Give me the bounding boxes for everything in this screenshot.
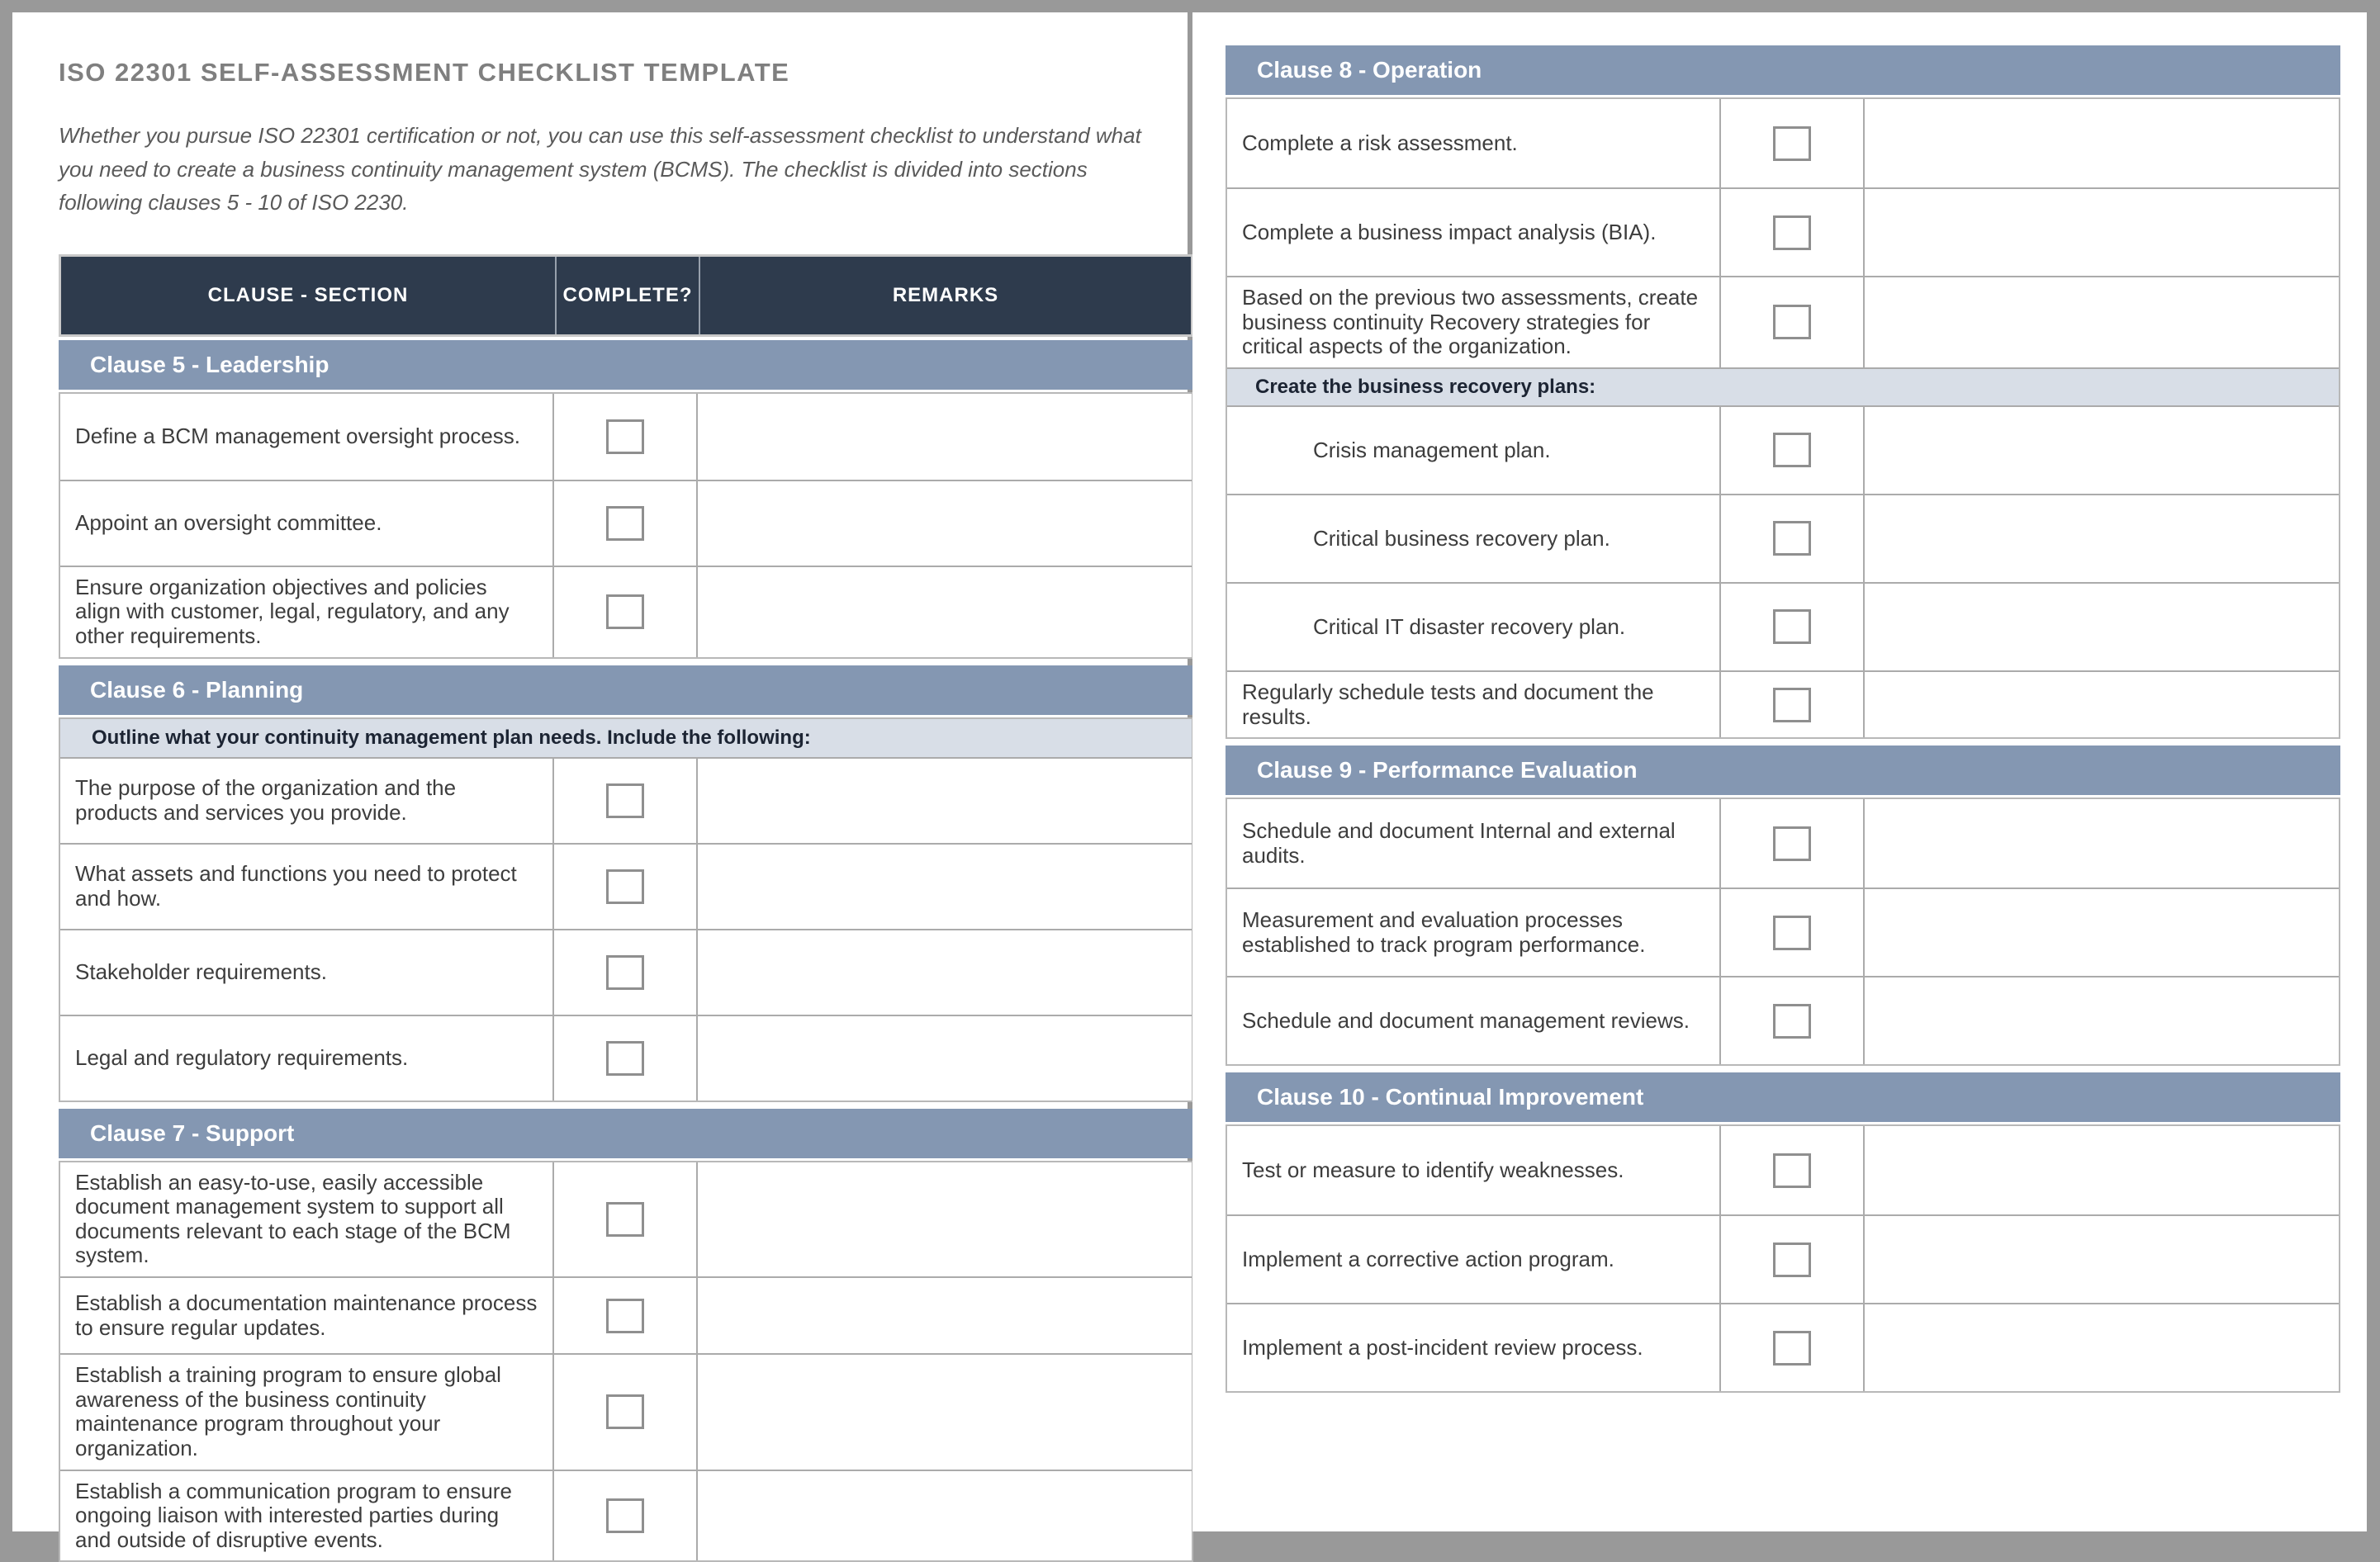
remarks-cell[interactable] [1865,977,2339,1064]
table-row [60,843,1192,929]
checkbox[interactable] [606,594,644,629]
checkbox[interactable] [606,506,644,541]
row-label: Implement a corrective action program. [1242,1246,1614,1271]
checkbox[interactable] [606,955,644,990]
clause-cell [60,1471,554,1561]
row-label: The purpose of the organization and the products and services you provide. [75,774,457,825]
checkbox[interactable] [1773,215,1811,250]
clause-cell [60,759,554,843]
table-row [1227,276,2339,367]
remarks-cell[interactable] [1865,1216,2339,1303]
remarks-cell[interactable] [1865,189,2339,276]
remarks-cell[interactable] [1865,1126,2339,1214]
section-rows [59,717,1193,1102]
complete-cell [1721,1216,1865,1303]
complete-cell [1721,1304,1865,1391]
remarks-cell[interactable] [1865,799,2339,888]
complete-cell [1721,672,1865,737]
table-row [60,1470,1192,1561]
section-clause-6 [59,665,1193,1102]
table-row [60,1276,1192,1353]
table-row [1227,976,2339,1064]
section-rows [1226,798,2340,1066]
clause-cell [60,481,554,566]
row-label: Critical business recovery plan. [1313,525,1610,551]
checkbox[interactable] [1773,916,1811,950]
page-title: ISO 22301 SELF-ASSESSMENT CHECKLIST TEMPLATE [59,58,790,87]
clause-cell [1227,189,1721,276]
row-label: Complete a business impact analysis (BIA). [1242,219,1657,244]
clause-cell [1227,889,1721,976]
row-label: Crisis management plan. [1313,437,1551,462]
table-row [1227,1303,2339,1391]
row-label: Stakeholder requirements. [75,958,327,984]
subsection-header: Outline what your continuity management plan needs. Include the following: [60,719,1192,757]
complete-cell [1721,277,1865,367]
remarks-cell[interactable] [1865,584,2339,670]
table-row [1227,582,2339,670]
clause-cell [1227,1126,1721,1214]
remarks-cell[interactable] [698,1471,1192,1561]
row-label: Complete a risk assessment. [1242,130,1518,155]
section-header-clause-5: Clause 5 - Leadership [59,340,1193,390]
checkbox[interactable] [606,1394,644,1429]
remarks-cell[interactable] [1865,99,2339,187]
table-row [60,394,1192,480]
clause-cell [1227,1216,1721,1303]
checkbox[interactable] [1773,305,1811,339]
row-label: Measurement and evaluation processes established to track program performance. [1242,907,1646,957]
row-label: Schedule and document management reviews. [1242,1007,1690,1033]
complete-cell [1721,1126,1865,1214]
complete-cell [554,567,698,657]
table-row [60,566,1192,657]
section-clause-8 [1226,45,2340,739]
complete-cell [1721,99,1865,187]
remarks-cell[interactable] [1865,1304,2339,1391]
row-label: Establish a training program to ensure global awareness of the business continuity maintenance program throughout your organization. [75,1362,501,1460]
row-label: Implement a post-incident review process. [1242,1334,1643,1360]
section-header-clause-8: Clause 8 - Operation [1226,45,2340,95]
complete-cell [1721,889,1865,976]
complete-cell [1721,189,1865,276]
subsection-header: Create the business recovery plans: [1227,367,2339,405]
clause-cell [60,567,554,657]
checkbox[interactable] [1773,1242,1811,1277]
checkbox[interactable] [1773,1004,1811,1039]
complete-cell [1721,584,1865,670]
checkbox[interactable] [1773,1153,1811,1188]
table-row [60,1015,1192,1100]
table-row [60,929,1192,1015]
row-label: Critical IT disaster recovery plan. [1313,613,1626,639]
clause-cell [60,1016,554,1100]
row-label: Ensure organization objectives and policies align with customer, legal, regulatory, and any other requirements. [75,574,510,648]
checkbox[interactable] [606,419,644,454]
complete-cell [554,1278,698,1353]
section-header-clause-6: Clause 6 - Planning [59,665,1193,715]
table-row [1227,888,2339,976]
row-label: What assets and functions you need to protect and how. [75,860,517,911]
remarks-cell[interactable] [698,1355,1192,1470]
section-header-clause-9: Clause 9 - Performance Evaluation [1226,746,2340,795]
row-label: Regularly schedule tests and document the results. [1242,679,1654,729]
table-row [1227,1214,2339,1303]
complete-cell [554,1355,698,1470]
row-label: Legal and regulatory requirements. [75,1044,409,1070]
clause-cell [1227,495,1721,582]
section-clause-7 [59,1109,1193,1562]
clause-cell [1227,99,1721,187]
section-rows [59,392,1193,659]
clause-cell [1227,584,1721,670]
row-label: Establish an easy-to-use, easily accessible document management system to support all documents relevant to each stage of the BCM system. [75,1169,511,1268]
page-right [1192,12,2367,1531]
section-rows [59,1161,1193,1562]
row-label: Test or measure to identify weaknesses. [1242,1157,1624,1182]
table-row [60,1162,1192,1277]
clause-cell [60,930,554,1015]
remarks-cell[interactable] [698,845,1192,929]
remarks-cell[interactable] [698,567,1192,657]
table-row [1227,187,2339,276]
section-clause-5 [59,340,1193,659]
clause-cell [60,1355,554,1470]
row-label: Establish a communication program to ensure ongoing liaison with interested parties during and outside of disruptive events. [75,1478,512,1552]
clause-cell [1227,1304,1721,1391]
remarks-cell[interactable] [698,1278,1192,1353]
clause-cell [60,1162,554,1277]
section-clause-10 [1226,1072,2340,1393]
complete-cell [554,481,698,566]
table-row [1227,494,2339,582]
clause-cell [60,394,554,480]
clause-cell [1227,977,1721,1064]
page-left [12,12,1188,1552]
remarks-cell[interactable] [698,481,1192,566]
row-label: Schedule and document Internal and external audits. [1242,818,1676,868]
checklist-table-left [59,254,1193,1562]
section-header-clause-7: Clause 7 - Support [59,1109,1193,1158]
table-row [1227,670,2339,737]
complete-cell [554,845,698,929]
table-header-row [59,254,1193,337]
complete-cell [554,1471,698,1561]
complete-cell [1721,977,1865,1064]
remarks-cell[interactable] [1865,407,2339,494]
column-header-complete: COMPLETE? [555,257,699,334]
remarks-cell[interactable] [1865,277,2339,367]
complete-cell [1721,407,1865,494]
row-label: Appoint an oversight committee. [75,509,382,535]
table-row [1227,799,2339,888]
checkbox[interactable] [1773,126,1811,161]
section-clause-9 [1226,746,2340,1066]
clause-cell [1227,799,1721,888]
complete-cell [554,759,698,843]
complete-cell [554,930,698,1015]
remarks-cell[interactable] [1865,889,2339,976]
remarks-cell[interactable] [698,1016,1192,1100]
row-label: Based on the previous two assessments, create business continuity Recovery strategies for critical aspects of the organization. [1242,285,1699,359]
column-header-clause-section: CLAUSE - SECTION [207,283,409,306]
clause-cell [1227,672,1721,737]
complete-cell [1721,495,1865,582]
remarks-cell[interactable] [1865,495,2339,582]
checkbox[interactable] [1773,433,1811,467]
complete-cell [554,1162,698,1277]
row-label: Establish a documentation maintenance process to ensure regular updates. [75,1290,538,1340]
checklist-table-right [1226,45,2340,1393]
intro-paragraph: Whether you pursue ISO 22301 certification or not, you can use this self-assessment checklist to understand what you need to create a business continuity management system (BCMS). The checklist is divided into sections following clauses 5 - 10 of ISO 2230. [59,123,1141,215]
table-row [60,757,1192,843]
clause-cell [60,845,554,929]
section-rows [1226,97,2340,739]
table-row [60,1353,1192,1470]
table-row [1227,405,2339,494]
remarks-cell[interactable] [698,930,1192,1015]
section-rows [1226,1124,2340,1393]
complete-cell [554,394,698,480]
section-header-clause-10: Clause 10 - Continual Improvement [1226,1072,2340,1122]
clause-cell [1227,407,1721,494]
remarks-cell[interactable] [698,394,1192,480]
checkbox[interactable] [606,1299,644,1333]
checkbox[interactable] [606,1041,644,1076]
checkbox[interactable] [1773,609,1811,644]
column-header-remarks: REMARKS [699,257,1191,334]
remarks-cell[interactable] [698,1162,1192,1277]
clause-cell [1227,277,1721,367]
checkbox[interactable] [606,1498,644,1533]
checkbox[interactable] [1773,826,1811,861]
table-row [1227,1126,2339,1214]
clause-cell [60,1278,554,1353]
checkbox[interactable] [1773,521,1811,556]
checkbox[interactable] [1773,1331,1811,1366]
checkbox[interactable] [1773,688,1811,722]
table-row [60,480,1192,566]
table-row [1227,99,2339,187]
checkbox[interactable] [606,869,644,904]
row-label: Define a BCM management oversight process. [75,423,521,448]
checkbox[interactable] [606,1202,644,1237]
complete-cell [1721,799,1865,888]
remarks-cell[interactable] [698,759,1192,843]
remarks-cell[interactable] [1865,672,2339,737]
checkbox[interactable] [606,783,644,818]
complete-cell [554,1016,698,1100]
